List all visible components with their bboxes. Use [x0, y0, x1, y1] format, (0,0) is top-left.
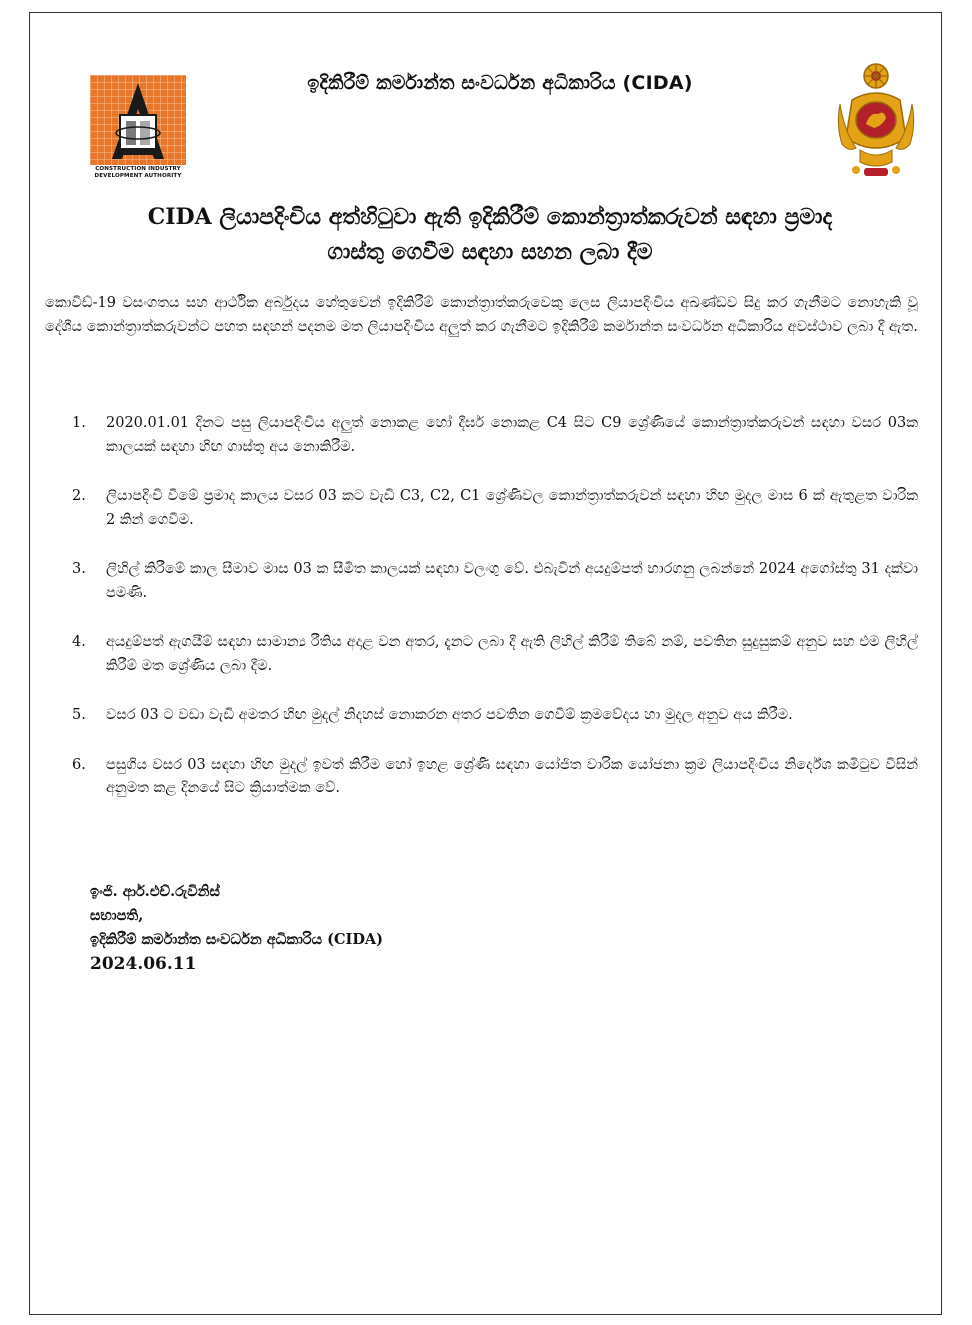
list-item-text: පසුගිය වසර 03 සඳහා හිඟ මුදල් ඉවත් කිරීම හෝ ඉහළ ශ්‍රේණි සඳහා යෝජිත වාරික යෝජනා ක්‍රම ලියාපදිංචිය නිර්දේශ කමිටුව විසින් අනුමත කළ දිනයේ සිට ක්‍රියාත්මක වේ. — [106, 756, 918, 796]
sri-lanka-emblem — [834, 60, 918, 184]
cida-logo — [90, 75, 186, 185]
document-title-line2: ගාස්තු ගෙවීම සඳහා සහන ලබා දීම — [327, 239, 653, 265]
document-title — [80, 200, 900, 270]
list-item — [60, 754, 918, 801]
list-item — [60, 412, 918, 459]
signatory-name: ඉංජි. ආර්.එච්.රුවිනිස් — [90, 883, 220, 900]
conditions-list — [60, 412, 918, 827]
logo-text-line2: DEVELOPMENT AUTHORITY — [94, 172, 182, 179]
list-item-number: 2. — [72, 488, 86, 504]
document-title-line1: CIDA ලියාපදිංචිය අත්හිටුවා ඇති ඉදිකිරීම් කොන්ත්‍රාත්කරුවන් සඳහා ප්‍රමාද — [147, 204, 833, 230]
list-item-text: වසර 03 ට වඩා වැඩි අමතර හිඟ මුදල් නිදහස් නොකරන අතර පවතින ගෙවීම් ක්‍රමවේදය හා මුදල අනුව අය කිරීම. — [106, 707, 793, 723]
list-item-text: 2020.01.01 දිනට පසු ලියාපදිංචිය අලුත් නොකළ හෝ දීර්ඝ නොකළ C4 සිට C9 ශ්‍රේණියේ කොන්ත්‍රාත්කරුවන් සඳහා වසර 03ක කාලයක් සඳහා හිඟ ගාස්තු අය නොකිරීම. — [106, 415, 918, 455]
list-item — [60, 704, 918, 728]
logo-text-line1: CONSTRUCTION INDUSTRY — [95, 166, 181, 172]
signature-block — [90, 880, 383, 976]
signatory-organization: ඉදිකිරීම් කර්මාන්ත සංවර්ධන අධිකාරිය (CIDA) — [90, 931, 384, 948]
list-item-number: 3. — [72, 561, 86, 577]
list-item-number: 4. — [72, 634, 86, 650]
list-item-text: ලියාපදිංචි වීමේ ප්‍රමාද කාලය වසර 03 කට වැඩි C3, C2, C1 ශ්‍රේණිවල කොන්ත්‍රාත්කරුවන් සඳහා හිඟ මුදල මාස 6 ක් ඇතුළත වාරික 2 කින් ගෙවීම. — [106, 488, 918, 528]
signatory-position: සභාපති, — [90, 907, 144, 924]
cida-logo-icon — [90, 75, 186, 165]
document-date: 2024.06.11 — [90, 954, 197, 974]
list-item-text: අයදුම්පත් ඇගයීම් සඳහා සාමාන්‍ය රීතිය අදාළ වන අතර, දැනට ලබා දී ඇති ලිහිල් කිරීම් තිබේ නම්, පවතින සුදුසුකම් අනුව සහ එම ලිහිල් කිරීම් මත ශ්‍රේණිය ලබා දීම. — [106, 634, 918, 674]
list-item-number: 5. — [72, 707, 86, 723]
list-item — [60, 558, 918, 605]
list-item — [60, 631, 918, 678]
intro-paragraph: කොවිඩ්-19 වසංගතය සහ ආර්ථික අර්බුදය හේතුවෙන් ඉදිකිරීම් කොන්ත්‍රාත්කරුවෙකු ලෙස ලියාපදිංචිය අඛණ්ඩව සිදු කර ගැනීමට නොහැකි වූ දේශීය කොන්ත්‍රාත්කරුවන්ට පහත සඳහන් පදනම මත ලියාපදිංචිය අලුත් කර ගැනීමට ඉදිකිරීම් කර්මාන්ත සංවර්ධන අධිකාරිය අවස්ථාව ලබා දී ඇත. — [45, 295, 918, 335]
organization-title: ඉදිකිරීම් කර්මාන්ත සංවර්ධන අධිකාරිය (CIDA) — [307, 72, 693, 94]
sri-lanka-emblem-icon — [834, 60, 918, 184]
list-item-number: 1. — [72, 415, 86, 431]
list-item-text: ලිහිල් කිරීමේ කාල සීමාව මාස 03 ක සීමිත කාලයක් සඳහා වලංගු වේ. එබැවින් අයදුම්පත් භාරගනු ලබන්නේ 2024 අගෝස්තු 31 දක්වා පමණි. — [106, 561, 918, 601]
cida-logo-caption — [90, 166, 186, 179]
list-item — [60, 485, 918, 532]
list-item-number: 6. — [72, 756, 86, 773]
